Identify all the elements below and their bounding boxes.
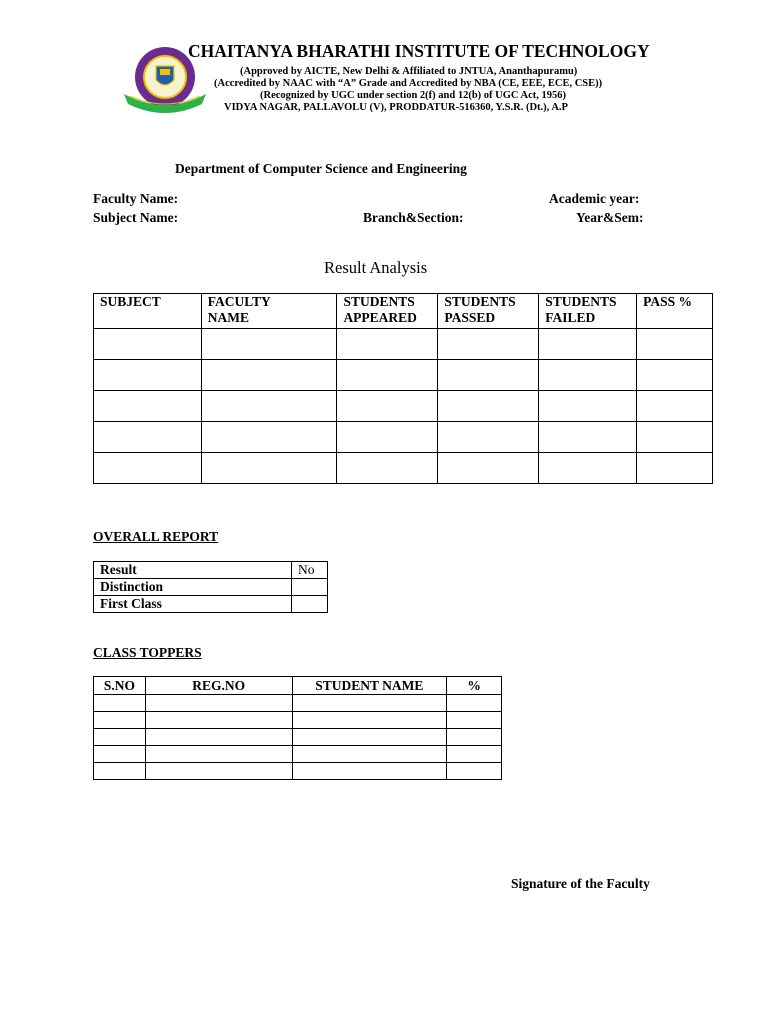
table-cell[interactable] bbox=[539, 329, 637, 360]
table-row bbox=[94, 391, 713, 422]
table-cell[interactable] bbox=[447, 695, 502, 712]
table-row bbox=[94, 596, 328, 613]
table-row bbox=[94, 695, 502, 712]
class-toppers-title: CLASS TOPPERS bbox=[93, 645, 202, 660]
table-cell[interactable] bbox=[447, 763, 502, 780]
institute-name: CHAITANYA BHARATHI INSTITUTE OF TECHNOLOGY bbox=[188, 41, 650, 61]
table-cell[interactable] bbox=[337, 391, 438, 422]
table-cell[interactable] bbox=[337, 329, 438, 360]
subject-name-label: Subject Name: bbox=[93, 210, 179, 225]
table-cell[interactable] bbox=[637, 453, 713, 484]
result-label: Result bbox=[94, 562, 292, 579]
table-cell[interactable] bbox=[637, 422, 713, 453]
col-student-name: STUDENT NAME bbox=[292, 677, 447, 695]
col-regno: REG.NO bbox=[145, 677, 292, 695]
table-cell[interactable] bbox=[94, 360, 202, 391]
approval-line: (Approved by AICTE, New Delhi & Affiliated to JNTUA, Ananthapuramu) bbox=[240, 66, 578, 77]
table-cell[interactable] bbox=[438, 391, 539, 422]
table-cell[interactable] bbox=[438, 453, 539, 484]
year-sem-label: Year&Sem: bbox=[576, 210, 644, 225]
table-cell[interactable] bbox=[94, 712, 146, 729]
academic-year-label: Academic year: bbox=[549, 191, 640, 206]
table-cell[interactable] bbox=[94, 453, 202, 484]
table-cell[interactable] bbox=[292, 763, 447, 780]
table-row bbox=[94, 360, 713, 391]
table-cell[interactable] bbox=[539, 391, 637, 422]
table-row bbox=[94, 562, 328, 579]
table-cell[interactable] bbox=[201, 360, 337, 391]
table-row bbox=[94, 763, 502, 780]
table-cell[interactable] bbox=[637, 360, 713, 391]
table-cell[interactable] bbox=[145, 763, 292, 780]
table-cell[interactable] bbox=[447, 712, 502, 729]
table-cell[interactable] bbox=[337, 453, 438, 484]
table-cell[interactable] bbox=[438, 329, 539, 360]
table-cell[interactable] bbox=[637, 391, 713, 422]
result-table-header bbox=[94, 294, 713, 329]
department-title: Department of Computer Science and Engineering bbox=[175, 161, 467, 176]
first-class-label: First Class bbox=[94, 596, 292, 613]
class-toppers-table bbox=[93, 676, 502, 780]
table-row bbox=[94, 712, 502, 729]
table-cell[interactable] bbox=[94, 763, 146, 780]
table-cell[interactable] bbox=[539, 360, 637, 391]
distinction-value[interactable] bbox=[292, 579, 328, 596]
table-cell[interactable] bbox=[201, 329, 337, 360]
table-cell[interactable] bbox=[94, 391, 202, 422]
table-cell[interactable] bbox=[145, 746, 292, 763]
table-cell[interactable] bbox=[539, 453, 637, 484]
branch-section-label: Branch&Section: bbox=[363, 210, 464, 225]
result-analysis-table bbox=[93, 293, 713, 484]
table-row bbox=[94, 329, 713, 360]
table-cell[interactable] bbox=[94, 729, 146, 746]
col-sno: S.NO bbox=[94, 677, 146, 695]
table-cell[interactable] bbox=[292, 729, 447, 746]
first-class-value[interactable] bbox=[292, 596, 328, 613]
table-cell[interactable] bbox=[145, 695, 292, 712]
table-cell[interactable] bbox=[94, 422, 202, 453]
table-cell[interactable] bbox=[447, 746, 502, 763]
table-cell[interactable] bbox=[94, 695, 146, 712]
table-cell[interactable] bbox=[539, 422, 637, 453]
col-pass-percent: PASS % bbox=[637, 294, 713, 329]
faculty-signature-label: Signature of the Faculty bbox=[511, 876, 650, 891]
col-students-appeared: STUDENTS APPEARED bbox=[337, 294, 438, 329]
table-cell[interactable] bbox=[438, 360, 539, 391]
table-cell[interactable] bbox=[292, 695, 447, 712]
col-students-passed: STUDENTS PASSED bbox=[438, 294, 539, 329]
table-cell[interactable] bbox=[94, 329, 202, 360]
table-row bbox=[94, 729, 502, 746]
table-cell[interactable] bbox=[337, 422, 438, 453]
table-row bbox=[94, 746, 502, 763]
address-line: VIDYA NAGAR, PALLAVOLU (V), PRODDATUR-516360, Y.S.R. (Dt.), A.P bbox=[224, 102, 568, 113]
col-faculty-name: FACULTY NAME bbox=[201, 294, 337, 329]
table-cell[interactable] bbox=[145, 729, 292, 746]
col-percent: % bbox=[447, 677, 502, 695]
recognition-line: (Recognized by UGC under section 2(f) and 12(b) of UGC Act, 1956) bbox=[260, 90, 567, 101]
table-cell[interactable] bbox=[201, 453, 337, 484]
table-cell[interactable] bbox=[337, 360, 438, 391]
result-value[interactable]: No bbox=[292, 562, 328, 579]
table-cell[interactable] bbox=[637, 329, 713, 360]
table-cell[interactable] bbox=[292, 712, 447, 729]
table-row bbox=[94, 579, 328, 596]
faculty-name-label: Faculty Name: bbox=[93, 191, 179, 206]
col-subject: SUBJECT bbox=[94, 294, 202, 329]
col-students-failed: STUDENTS FAILED bbox=[539, 294, 637, 329]
table-cell[interactable] bbox=[292, 746, 447, 763]
table-cell[interactable] bbox=[438, 422, 539, 453]
table-row bbox=[94, 453, 713, 484]
table-cell[interactable] bbox=[201, 422, 337, 453]
accreditation-line: (Accredited by NAAC with “A” Grade and Accredited by NBA (CE, EEE, ECE, CSE)) bbox=[214, 78, 603, 89]
table-row bbox=[94, 422, 713, 453]
overall-report-title: OVERALL REPORT bbox=[93, 529, 219, 544]
result-analysis-title: Result Analysis bbox=[324, 258, 428, 277]
table-cell[interactable] bbox=[145, 712, 292, 729]
table-cell[interactable] bbox=[94, 746, 146, 763]
table-cell[interactable] bbox=[201, 391, 337, 422]
distinction-label: Distinction bbox=[94, 579, 292, 596]
table-cell[interactable] bbox=[447, 729, 502, 746]
toppers-table-header bbox=[94, 677, 502, 695]
overall-report-table bbox=[93, 561, 328, 613]
